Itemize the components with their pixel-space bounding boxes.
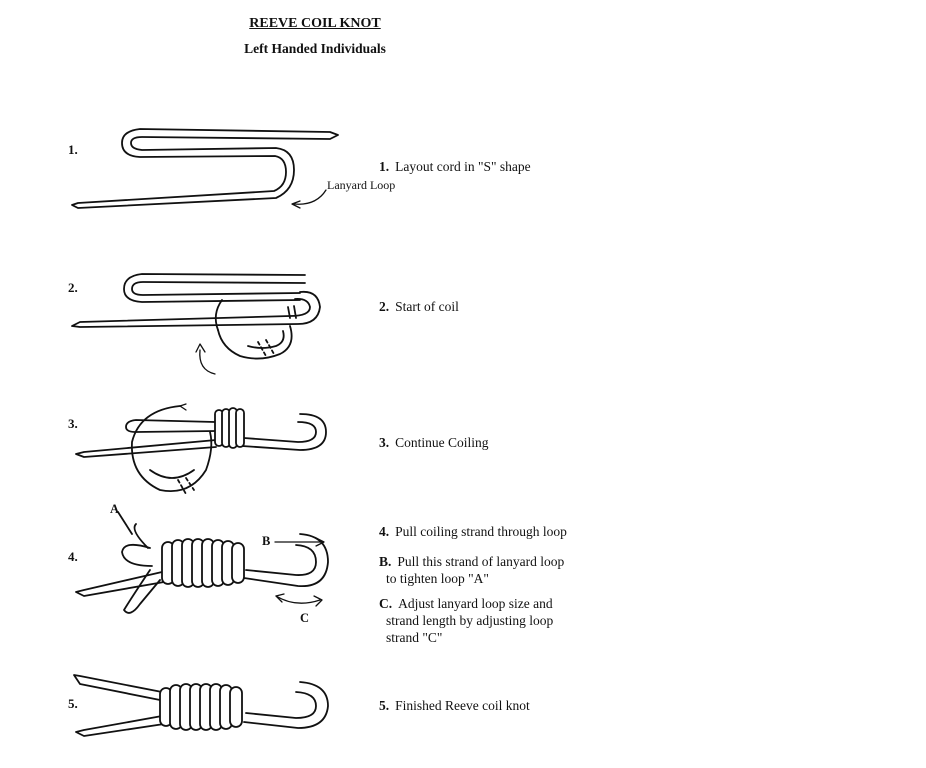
step-text-continued: strand length by adjusting loop	[386, 613, 554, 628]
step-key: 3.	[379, 435, 390, 450]
figure-4-pull-through	[76, 512, 328, 613]
label-c: C	[300, 611, 310, 625]
step-text: Continue Coiling	[395, 435, 489, 450]
step-key: B.	[379, 554, 392, 569]
step-text: Finished Reeve coil knot	[395, 698, 530, 713]
step-key: 5.	[379, 698, 390, 713]
step-text-continued: to tighten loop "A"	[386, 571, 489, 586]
figure-number-4: 4.	[68, 549, 78, 564]
lanyard-loop-label: Lanyard Loop	[327, 178, 396, 192]
figure-number-1: 1.	[68, 142, 78, 157]
figure-5-finished-knot	[74, 675, 328, 736]
figure-3-continue-coiling	[76, 404, 326, 494]
figure-1-s-shape	[72, 129, 338, 208]
figure-number-5: 5.	[68, 696, 78, 711]
step-key: C.	[379, 596, 393, 611]
step-text-continued: strand "C"	[386, 630, 443, 645]
step-key: 1.	[379, 159, 390, 174]
figure-number-2: 2.	[68, 280, 78, 295]
step-text: Pull coiling strand through loop	[395, 524, 567, 539]
step-text: Start of coil	[395, 299, 459, 314]
step-text: Pull this strand of lanyard loop	[397, 554, 565, 569]
figure-2-start-of-coil	[72, 274, 320, 374]
figure-number-3: 3.	[68, 416, 78, 431]
step-key: 4.	[379, 524, 390, 539]
page-title: REEVE COIL KNOT	[249, 16, 381, 31]
step-key: 2.	[379, 299, 390, 314]
page-subtitle: Left Handed Individuals	[244, 41, 386, 56]
step-text: Adjust lanyard loop size and	[398, 596, 553, 611]
step-text: Layout cord in "S" shape	[395, 159, 531, 174]
label-a: A	[110, 502, 120, 516]
label-b: B	[262, 534, 271, 548]
